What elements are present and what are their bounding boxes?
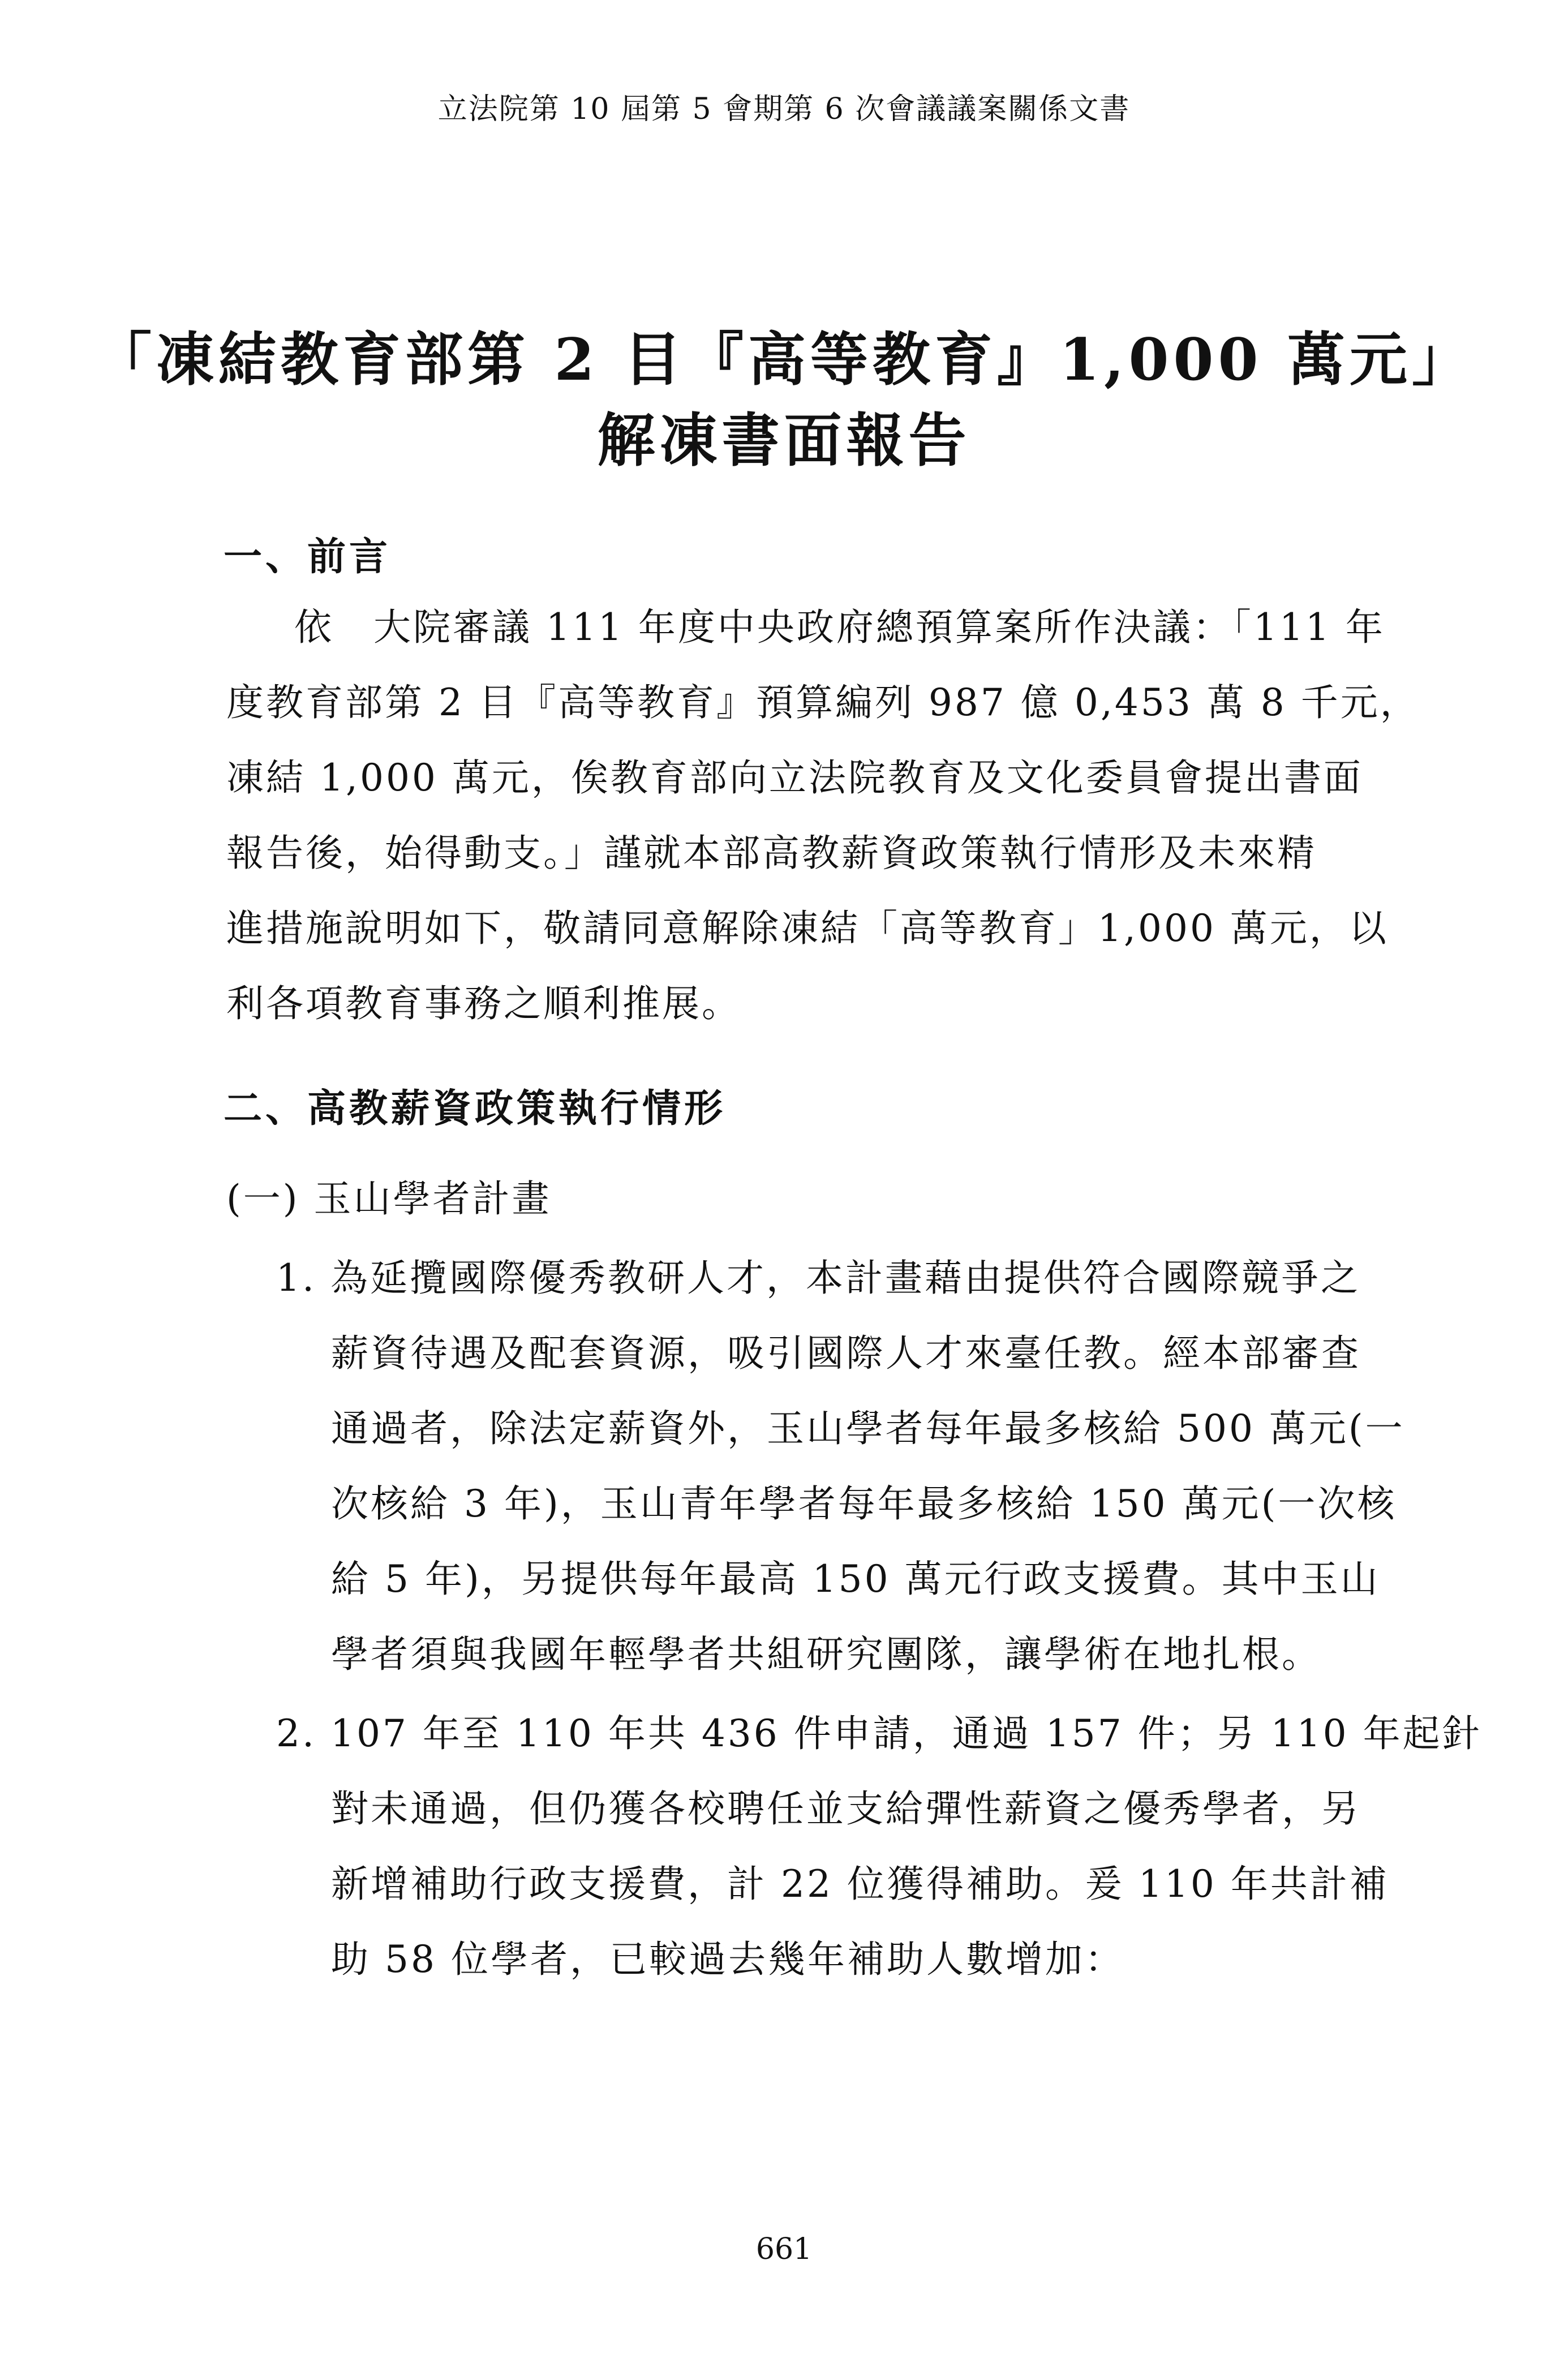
item-1-line: 薪資待遇及配套資源，吸引國際人才來臺任教。經本部審查: [331, 1331, 1361, 1375]
section-1-line: 報告後，始得動支。」謹就本部高教薪資政策執行情形及未來精: [226, 831, 1317, 875]
section-1-line: 利各項教育事務之順利推展。: [226, 982, 741, 1025]
section-1-line: 依 大院審議 111 年度中央政府總預算案所作決議：「111 年: [294, 605, 1385, 649]
item-2-line: 新增補助行政支援費，計 22 位獲得補助。爰 110 年共計補: [331, 1862, 1389, 1906]
item-2-line: 助 58 位學者，已較過去幾年補助人數增加：: [331, 1938, 1124, 1981]
section-1-line: 度教育部第 2 目『高等教育』預算編列 987 億 0,453 萬 8 千元，: [226, 681, 1420, 724]
section-1-heading: 一、前言: [224, 534, 392, 579]
item-2-line: 對未通過，但仍獲各校聘任並支給彈性薪資之優秀學者，另: [331, 1787, 1361, 1831]
report-title-line-1: 「凍結教育部第 2 目『高等教育』1,000 萬元」: [94, 326, 1474, 394]
item-1-line: 給 5 年)，另提供每年最高 150 萬元行政支援費。其中玉山: [331, 1557, 1380, 1601]
page-number: 661: [755, 2232, 813, 2266]
item-2-line: 2. 107 年至 110 年共 436 件申請，通過 157 件；另 110 年起針: [276, 1712, 1482, 1755]
section-1-line: 進措施說明如下，敬請同意解除凍結「高等教育」1,000 萬元，以: [226, 907, 1389, 950]
item-1-line: 學者須與我國年輕學者共組研究團隊，讓學術在地扎根。: [331, 1633, 1321, 1676]
item-1-line: 通過者，除法定薪資外，玉山學者每年最多核給 500 萬元(一: [331, 1407, 1405, 1450]
item-1-line: 1. 為延攬國際優秀教研人才，本計畫藉由提供符合國際競爭之: [276, 1256, 1360, 1300]
document-header: 立法院第 10 屆第 5 會期第 6 次會議議案關係文書: [437, 92, 1131, 126]
section-2-heading: 二、高教薪資政策執行情形: [224, 1086, 727, 1131]
item-1-line: 次核給 3 年)，玉山青年學者每年最多核給 150 萬元(一次核: [331, 1482, 1397, 1526]
section-1-line: 凍結 1,000 萬元，俟教育部向立法院教育及文化委員會提出書面: [226, 756, 1363, 800]
subsection-heading: (一) 玉山學者計畫: [226, 1177, 552, 1221]
report-title-line-2: 解凍書面報告: [597, 407, 971, 475]
